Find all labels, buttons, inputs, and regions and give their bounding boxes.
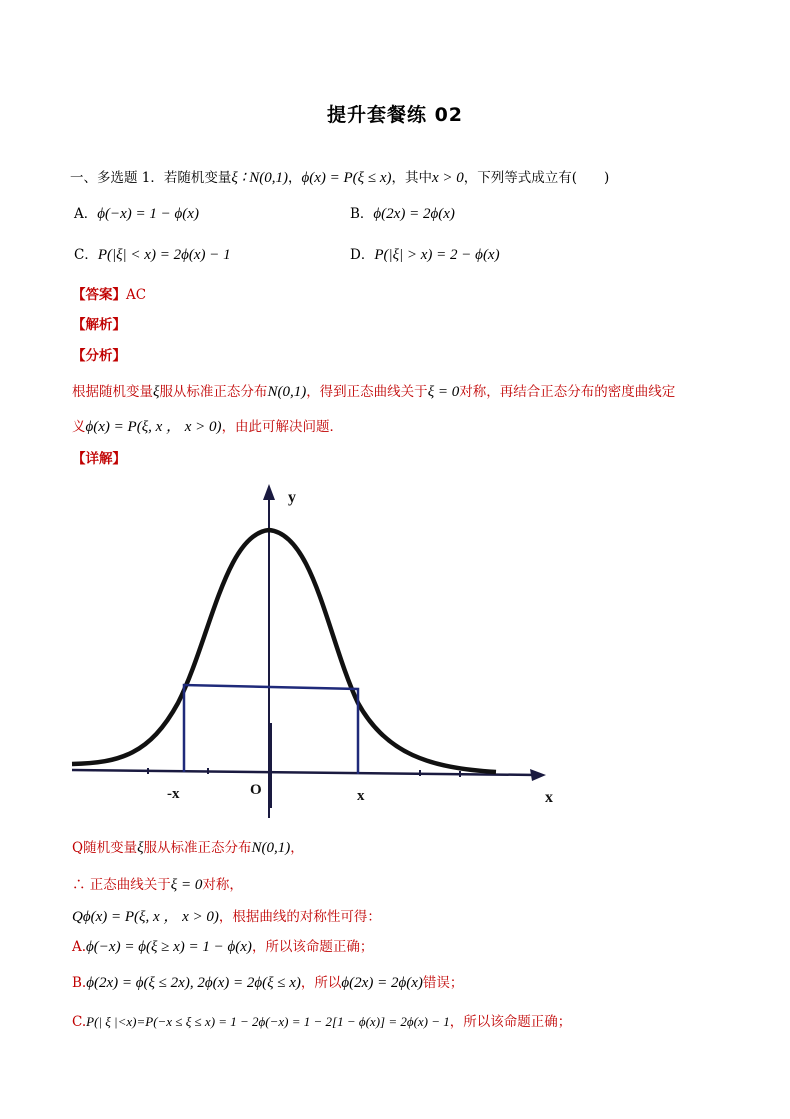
option-b-letter: B． — [350, 206, 374, 222]
fenxi-text-d: 对称，再结合正态分布的密度曲线定 — [459, 384, 676, 400]
sol2-text-b: 对称， — [202, 877, 243, 893]
sol1-text-c: ， — [290, 840, 304, 856]
sol1-normal: N(0,1) — [251, 840, 291, 856]
option-c-letter: C． — [74, 247, 98, 263]
neg-x-label: -x — [167, 786, 180, 802]
fenxi-xi: ξ — [153, 384, 160, 400]
solution-line-6 — [72, 1010, 571, 1030]
fenxi-text-b: 服从标准正态分布 — [159, 384, 268, 400]
fenxi-symmetry: ξ = 0 — [427, 384, 460, 400]
fenxi-text-a: 根据随机变量 — [72, 384, 153, 400]
sol1-text-b: 服从标准正态分布 — [143, 840, 252, 856]
sol1-text-a: Q随机变量 — [72, 840, 138, 856]
fenxi-normal: N(0,1) — [267, 384, 307, 400]
sol4-letter: A. — [72, 939, 87, 955]
solution-line-5 — [72, 971, 463, 992]
option-d-formula: P(|ξ| > x) = 2 − ϕ(x) — [374, 247, 500, 263]
question-comma: ， — [287, 170, 302, 186]
solution-line-4 — [72, 935, 373, 956]
question-phi-definition: ϕ(x) = P(ξ ≤ x) — [301, 170, 392, 186]
question-mid: ，其中 — [391, 170, 432, 186]
y-axis-arrow — [263, 484, 275, 500]
sol1-xi: ξ — [137, 840, 144, 856]
origin-label: O — [250, 782, 262, 798]
option-c — [74, 243, 231, 264]
option-c-formula: P(|ξ| < x) = 2ϕ(x) − 1 — [97, 247, 231, 263]
answer-value: AC — [126, 287, 147, 303]
fenxi-text-e: 义 — [72, 419, 86, 435]
question-condition: x > 0 — [431, 170, 464, 186]
fenxi-line-2 — [72, 415, 343, 436]
sol5-letter: B. — [72, 975, 87, 991]
sol3-formula: Qϕ(x) = P(ξ, x ， x > 0) — [72, 909, 219, 925]
sol4-text: ，所以该命题正确； — [251, 939, 374, 955]
answer-label: 【答案】 — [72, 287, 126, 303]
page-title: 提升套餐练 02 — [326, 104, 464, 126]
sol6-letter: C. — [72, 1014, 87, 1030]
question-line — [70, 166, 609, 187]
sol5-text-b: 错误； — [422, 975, 464, 991]
solution-line-2 — [72, 873, 243, 894]
x-axis-label: x — [545, 789, 553, 806]
solution-line-1 — [72, 836, 304, 857]
question-distribution: ξ ∶ N(0,1) — [231, 170, 288, 186]
fenxi-label: 【分析】 — [72, 348, 126, 364]
option-a-letter: A． — [74, 206, 98, 222]
x-axis-arrow — [530, 769, 546, 781]
sol4-formula: ϕ(−x) = ϕ(ξ ≥ x) = 1 − ϕ(x) — [86, 939, 252, 955]
answer-line — [72, 283, 146, 303]
bell-curve — [72, 530, 496, 772]
analysis-label: 【解析】 — [72, 317, 126, 333]
option-d-letter: D． — [350, 247, 375, 263]
detail-label: 【详解】 — [72, 451, 126, 467]
fenxi-text-c: ，得到正态曲线关于 — [306, 384, 428, 400]
fenxi-line-1 — [72, 380, 675, 401]
sol5-formula-2: ϕ(2x) = 2ϕ(x) — [341, 975, 423, 991]
pos-x-label: x — [357, 788, 365, 804]
sol3-text: ，根据曲线的对称性可得： — [218, 909, 381, 925]
question-prefix: 一、多选题 1．若随机变量 — [70, 170, 232, 186]
option-b-formula: ϕ(2x) = 2ϕ(x) — [373, 206, 455, 222]
normal-curve-figure — [60, 478, 560, 823]
option-a — [74, 202, 199, 223]
sol2-text-a: ∴ 正态曲线关于 — [72, 877, 171, 893]
sol6-formula: P(| ξ |<x)=P(−x ≤ ξ ≤ x) = 1 − 2ϕ(−x) = 1 − 2[1 − ϕ(x)] = 2ϕ(x) − 1 — [86, 1014, 450, 1029]
question-suffix: ，下列等式成立有( ) — [463, 170, 610, 186]
fenxi-formula: ϕ(x) = P(ξ, x ， x > 0) — [85, 419, 222, 435]
solution-line-3 — [72, 905, 381, 926]
option-a-formula: ϕ(−x) = 1 − ϕ(x) — [97, 206, 199, 222]
y-axis-label: y — [288, 489, 296, 506]
sol5-text-a: ，所以 — [300, 975, 342, 991]
sol5-formula: ϕ(2x) = ϕ(ξ ≤ 2x), 2ϕ(x) = 2ϕ(ξ ≤ x) — [86, 975, 301, 991]
option-b — [350, 202, 455, 223]
fenxi-text-f: ，由此可解决问题． — [221, 419, 344, 435]
option-d — [350, 243, 500, 264]
sol6-text: ，所以该命题正确； — [449, 1014, 572, 1030]
sol2-symmetry: ξ = 0 — [170, 877, 203, 893]
